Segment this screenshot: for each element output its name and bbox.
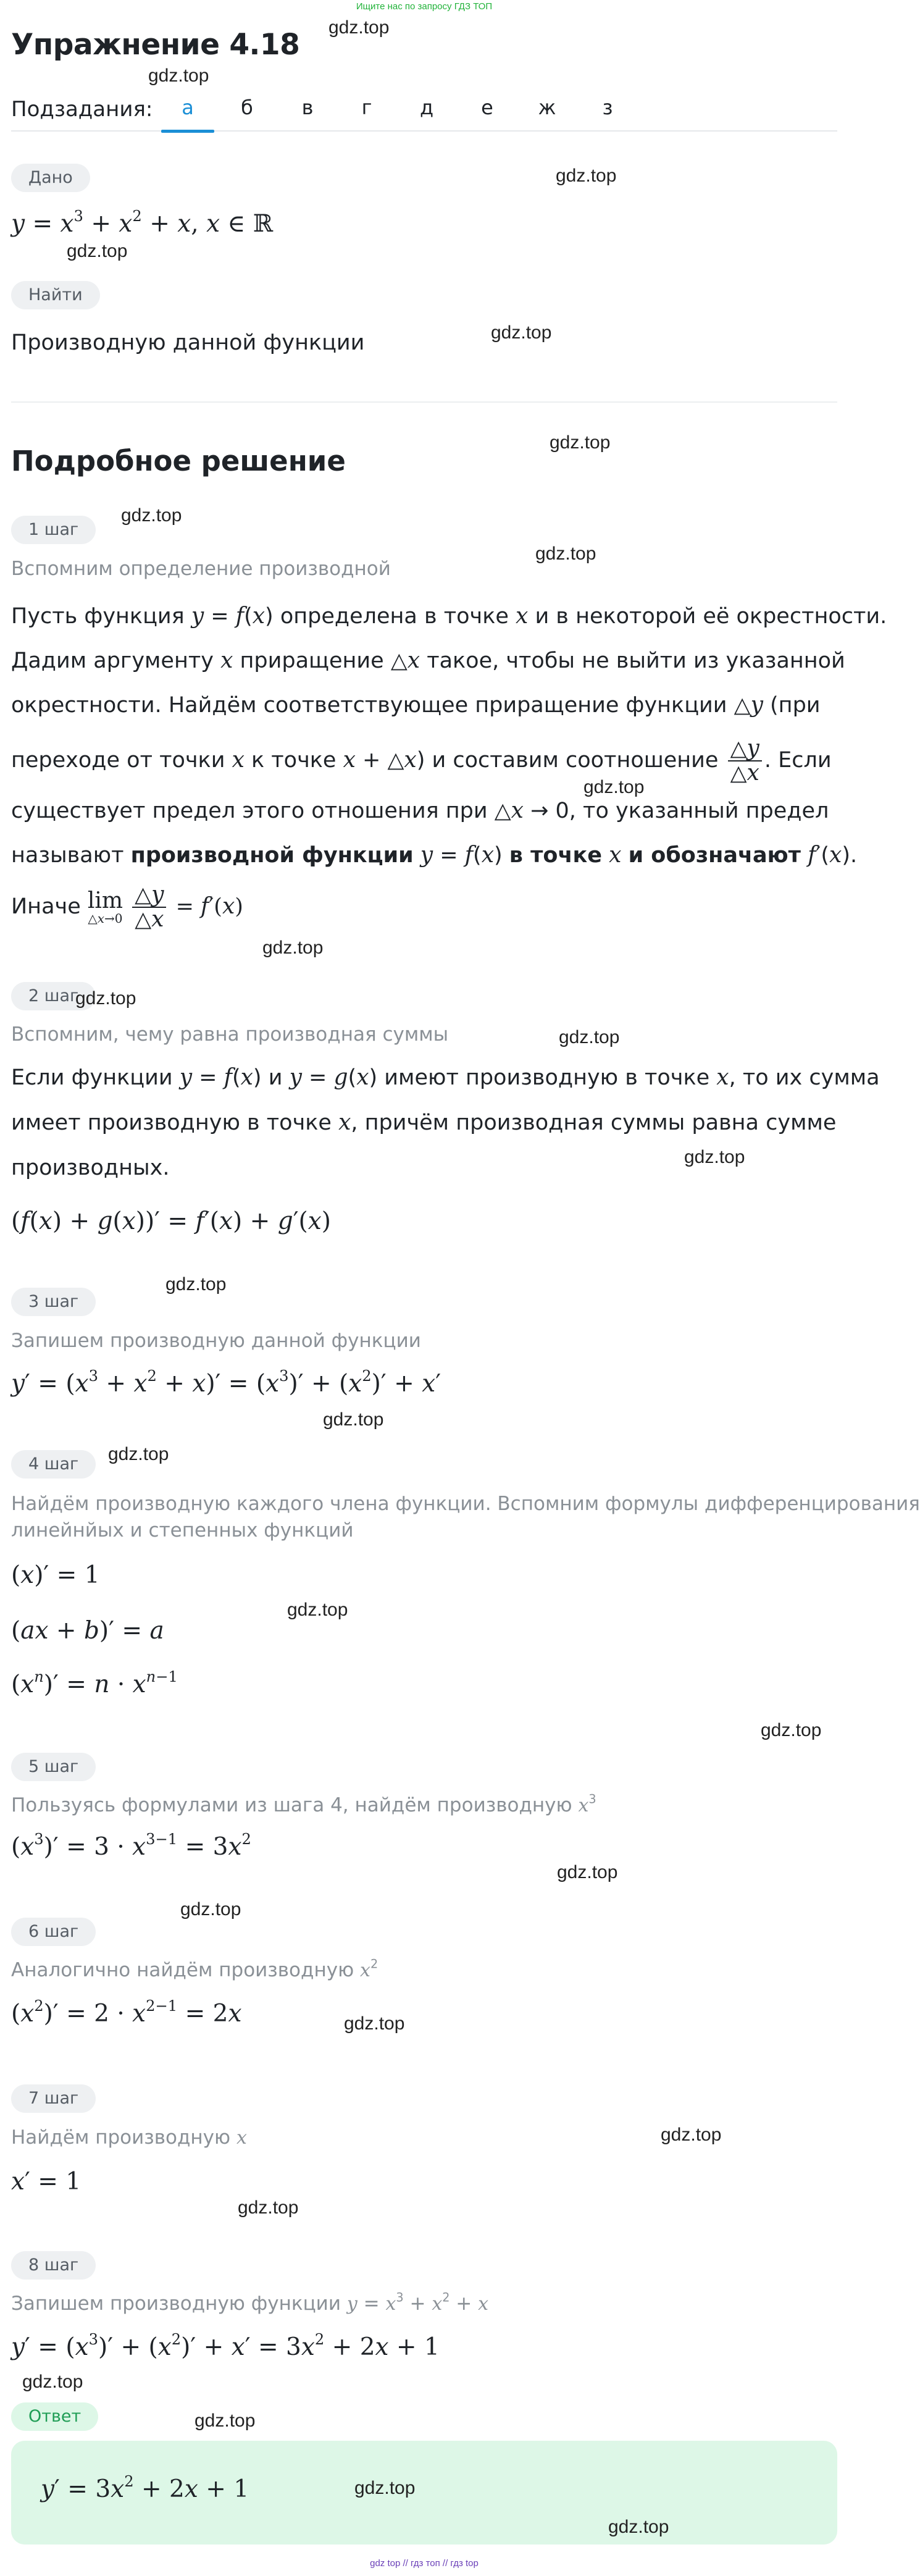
step-4-formula-2: (ax + b)′ = a [11,1617,164,1645]
watermark: gdz.top [559,1027,620,1047]
watermark: gdz.top [491,322,552,343]
find-chip: Найти [11,281,100,309]
step-1-line-2: Дадим аргументу x приращение △x такое, чтобы не выйти из указанной [11,648,845,673]
step-1-line-6: называют производной функции y = f(x) в точке x и обозначают f′(x). [11,842,858,868]
step-1-line-5: существует предел этого отношения при △x → 0, то указанный предел [11,798,829,823]
answer-box [11,2441,837,2545]
step-2-hint: Вспомним, чему равна производная суммы [11,1023,449,1046]
watermark: gdz.top [194,2410,256,2431]
step-2-line-2: имеет производную в точке x, причём производная суммы равна сумме [11,1110,837,1135]
tab-z[interactable]: з [602,96,613,119]
step-1-line-3: окрестности. Найдём соответствующее приращение функции △y (при [11,692,821,718]
step-7-hint: Найдём производную x [11,2126,247,2149]
watermark: gdz.top [557,1862,618,1882]
step-8-chip: 8 шаг [11,2251,96,2280]
tab-b[interactable]: б [241,96,253,119]
step-4-hint-2: линейнйых и степенных функций [11,1519,354,1542]
watermark: gdz.top [262,938,324,958]
tab-d[interactable]: д [419,96,434,119]
watermark: gdz.top [165,1274,227,1294]
watermark: gdz.top [583,777,645,797]
top-banner: Ищите нас по запросу ГДЗ ТОП [356,1,493,12]
divider [11,401,837,403]
subtasks-label: Подзадания: [11,97,153,122]
given-formula: $y = x^3 + x^2 + x$, x ∈ ℝ [11,208,274,238]
solution-title: Подробное решение [11,445,346,477]
watermark: gdz.top [180,1899,241,1919]
step-4-formula-1: (x)′ = 1 [11,1561,100,1589]
step-1-limit: Иначе lim △x→0 $\frac{\triangle y}{\triangle x}$ = f′(x) [11,882,243,932]
step-1-chip: 1 шаг [11,516,96,544]
step-4-formula-3: $(x^n)' = n \cdot x^{n-1}$ [11,1668,178,1698]
step-5-chip: 5 шаг [11,1753,96,1781]
watermark: gdz.top [328,17,390,38]
step-7-chip: 7 шаг [11,2084,96,2113]
watermark: gdz.top [535,543,596,564]
watermark: gdz.top [354,2478,416,2498]
watermark: gdz.top [684,1147,745,1167]
watermark: gdz.top [108,1444,169,1464]
tab-v[interactable]: в [301,96,314,119]
step-2-line-1: Если функции y = f(x) и y = g(x) имеют производную в точке x, то их сумма [11,1065,880,1090]
watermark: gdz.top [75,988,136,1009]
footer-links[interactable]: gdz top // гдз топ // гдз top [370,2558,479,2569]
step-5-formula: $(x^3)' = 3 \cdot x^{3-1} = 3x^2$ [11,1831,251,1861]
watermark: gdz.top [661,2125,722,2145]
watermark: gdz.top [287,1600,348,1620]
step-1-line-1: Пусть функция y = f(x) определена в точке x и в некоторой её окрестности. [11,603,887,629]
find-text: Производную данной функции [11,330,365,355]
step-8-hint: Запишем производную функции $y = x^3 + x^2 + x$ [11,2290,489,2315]
step-6-hint: Аналогично найдём производную $x^2$ [11,1957,378,1981]
step-7-formula: x′ = 1 [11,2168,82,2196]
watermark: gdz.top [556,166,617,186]
step-1-line-4: переходе от точки x к точке x + △x) и составим соотношение $\frac{\triangle y}{\triangle x}$ . Если [11,736,832,786]
step-3-hint: Запишем производную данной функции [11,1330,421,1352]
watermark: gdz.top [608,2517,669,2537]
tab-zh[interactable]: ж [538,96,556,119]
step-6-chip: 6 шаг [11,1918,96,1946]
watermark: gdz.top [121,505,182,526]
watermark: gdz.top [67,241,128,261]
watermark: gdz.top [344,2013,405,2034]
step-4-hint-1: Найдём производную каждого члена функции. Вспомним формулы дифференцирования [11,1493,920,1515]
tab-a[interactable]: а [161,96,214,132]
step-8-formula: $y' = (x^3)' + (x^2)' + x' = 3x^2 + 2x + 1$ [11,2331,440,2361]
step-6-formula: $(x^2)' = 2 \cdot x^{2-1} = 2x$ [11,1997,242,2028]
watermark: gdz.top [22,2372,83,2392]
ratio-fraction: $\frac{\triangle y}{\triangle x}$ [728,737,762,785]
step-2-formula: (f(x) + g(x))′ = f′(x) + g′(x) [11,1207,331,1235]
watermark: gdz.top [323,1409,384,1430]
step-3-chip: 3 шаг [11,1288,96,1316]
given-chip: Дано [11,164,90,192]
answer-chip: Ответ [11,2402,98,2431]
step-1-hint: Вспомним определение производной [11,558,391,580]
step-2-line-3: производных. [11,1156,170,1180]
step-2-chip: 2 шаг [11,982,96,1010]
step-5-hint: Пользуясь формулами из шага 4, найдём производную $x^3$ [11,1792,596,1816]
tab-g[interactable]: г [361,96,372,119]
watermark: gdz.top [148,65,209,86]
watermark: gdz.top [761,1720,822,1740]
step-3-formula: $y' = (x^3 + x^2 + x)' = (x^3)' + (x^2)' + x'$ [11,1367,441,1398]
step-4-chip: 4 шаг [11,1450,96,1479]
page-title: Упражнение 4.18 [11,28,300,62]
answer-formula: $y' = 3x^2 + 2x + 1$ [41,2473,249,2503]
tab-e[interactable]: е [481,96,493,119]
watermark: gdz.top [238,2197,299,2218]
subtasks-tabs [11,96,837,132]
watermark: gdz.top [550,432,611,453]
